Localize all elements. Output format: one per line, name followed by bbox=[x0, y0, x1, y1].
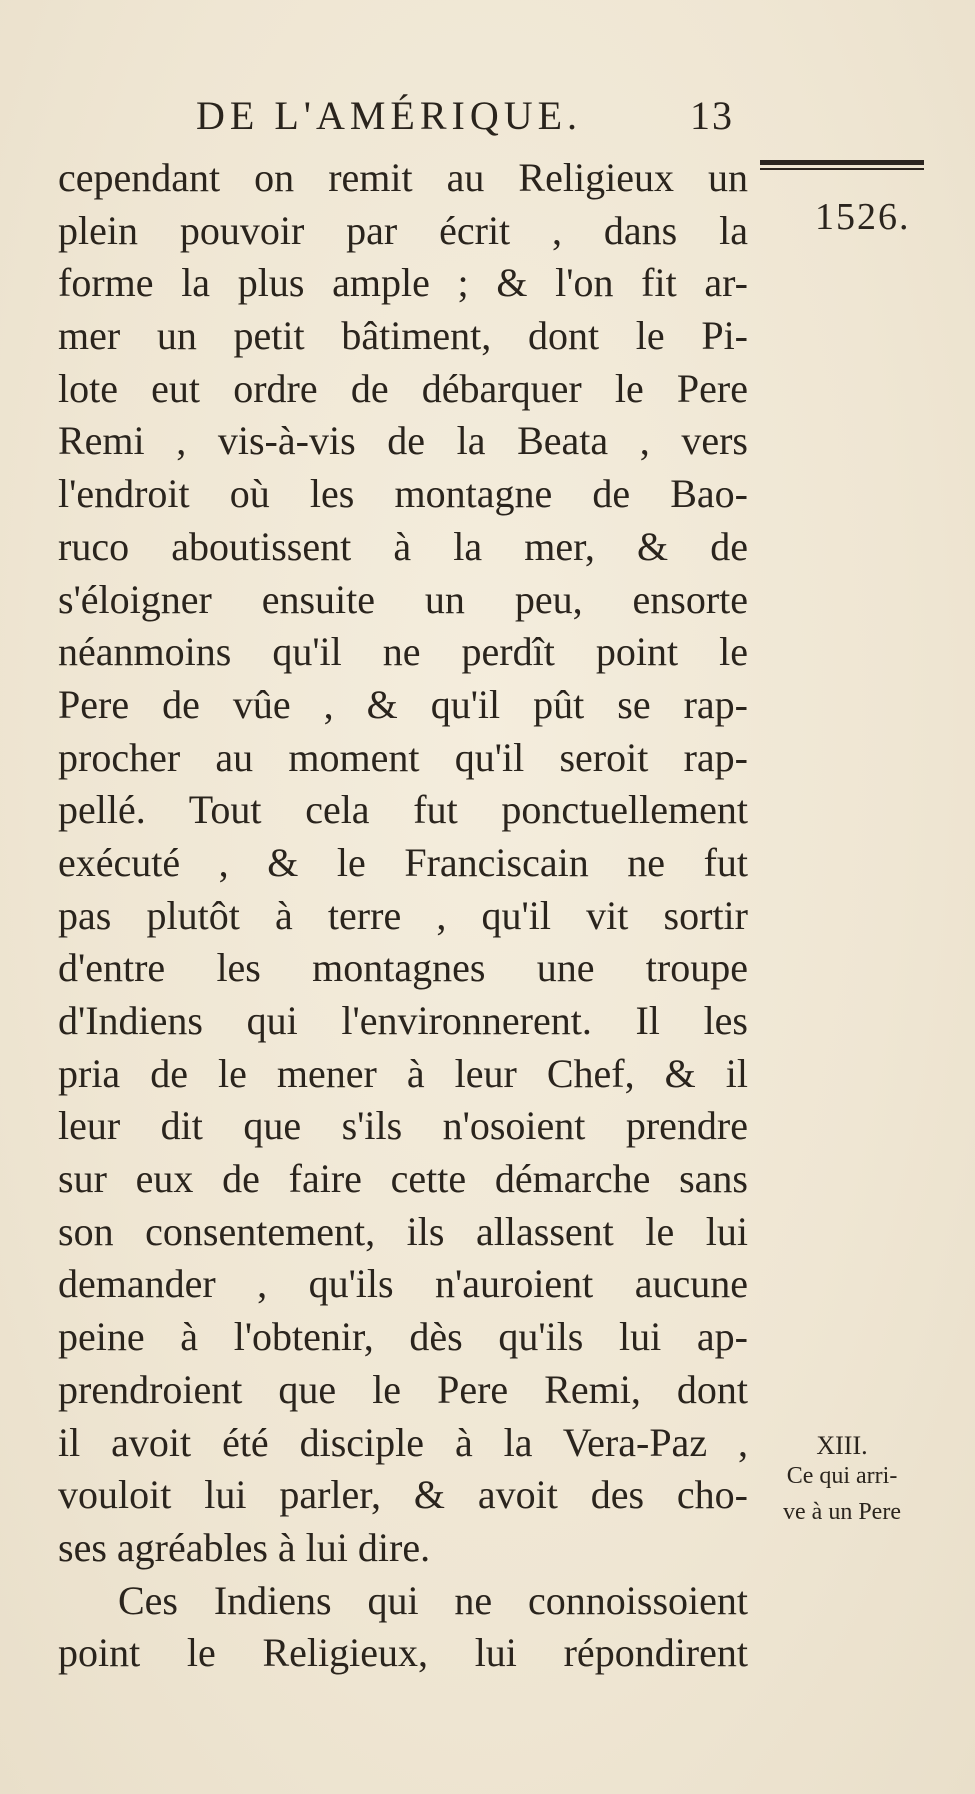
text-line: exécuté , & le Franciscain ne fut bbox=[58, 839, 748, 885]
text-line: vouloit lui parler, & avoit des cho- bbox=[58, 1472, 748, 1518]
text-line: point le Religieux, lui répondirent bbox=[58, 1630, 748, 1676]
text-line: son consentement, ils allassent le lui bbox=[58, 1208, 748, 1254]
text-line: pas plutôt à terre , qu'il vit sortir bbox=[58, 892, 748, 938]
text-line: cependant on remit au Religieux un bbox=[58, 155, 748, 200]
margin-note-line: Ce qui arri- bbox=[786, 1463, 898, 1489]
running-head: DE L'AMÉRIQUE. bbox=[196, 93, 583, 138]
text-line: ruco aboutissent à la mer, & de bbox=[58, 523, 748, 569]
text-line: procher au moment qu'il seroit rap- bbox=[58, 734, 748, 780]
text-line: Remi , vis-à-vis de la Beata , vers bbox=[58, 418, 748, 464]
text-line: ses agréables à lui dire. bbox=[58, 1524, 431, 1570]
page-number: 13 bbox=[690, 93, 734, 138]
text-line: mer un petit bâtiment, dont le Pi- bbox=[58, 313, 748, 359]
text-line: demander , qu'ils n'auroient aucune bbox=[58, 1261, 748, 1307]
text-line: d'Indiens qui l'environnerent. Il les bbox=[58, 998, 748, 1043]
margin-note-line: ve à un Pere bbox=[783, 1499, 901, 1525]
text-line: pria de le mener à leur Chef, & il bbox=[58, 1050, 748, 1096]
margin-note-numeral: XIII. bbox=[816, 1431, 868, 1460]
text-line: peine à l'obtenir, dès qu'ils lui ap- bbox=[58, 1314, 748, 1360]
text-line: néanmoins qu'il ne perdît point le bbox=[58, 629, 748, 675]
margin-rule bbox=[760, 160, 924, 170]
text-line: forme la plus ample ; & l'on fit ar- bbox=[58, 260, 748, 306]
text-line: s'éloigner ensuite un peu, ensorte bbox=[58, 576, 748, 622]
body-text bbox=[58, 152, 748, 1680]
text-line: prendroient que le Pere Remi, dont bbox=[58, 1366, 748, 1412]
text-line: sur eux de faire cette démarche sans bbox=[58, 1156, 748, 1202]
text-line: lote eut ordre de débarquer le Pere bbox=[58, 365, 748, 411]
text-line: pellé. Tout cela fut ponctuellement bbox=[58, 787, 748, 833]
text-line: Pere de vûe , & qu'il pût se rap- bbox=[58, 681, 748, 727]
text-line: l'endroit où les montagne de Bao- bbox=[58, 471, 748, 517]
text-line: Ces Indiens qui ne connoissoient bbox=[118, 1577, 748, 1623]
margin-year: 1526. bbox=[815, 196, 911, 238]
text-line: plein pouvoir par écrit , dans la bbox=[58, 207, 748, 253]
text-line: leur dit que s'ils n'osoient prendre bbox=[58, 1103, 748, 1149]
text-line: d'entre les montagnes une troupe bbox=[58, 945, 748, 991]
text-line: il avoit été disciple à la Vera-Paz , bbox=[58, 1419, 748, 1465]
page-header bbox=[0, 92, 975, 152]
